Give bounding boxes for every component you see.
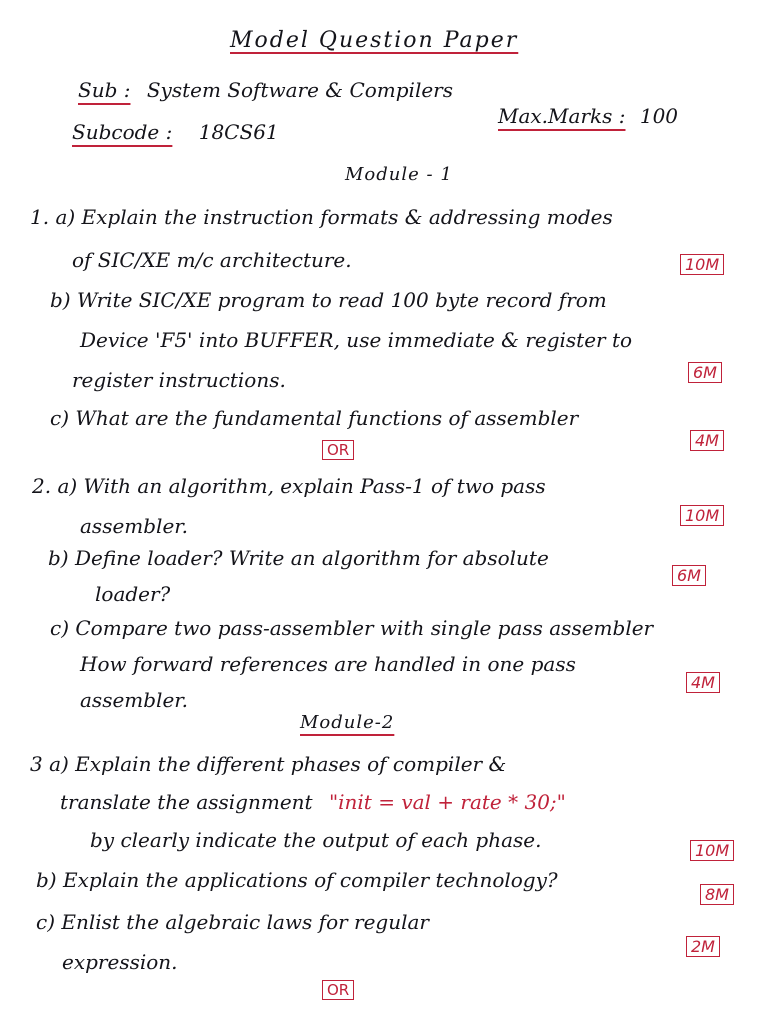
q3a-line-2-text: translate the assignment [60,790,313,814]
q1a-line-1: 1. a) Explain the instruction formats & addressing modes [30,205,613,229]
subcode-value: 18CS61 [198,120,279,144]
q1c-line-1: c) What are the fundamental functions of assembler [50,406,579,430]
q2c-marks-badge: 4M [686,672,720,693]
q3a-marks-badge: 10M [690,840,734,861]
module-1-title: Module - 1 [345,164,453,185]
q3c-marks-badge: 2M [686,936,720,957]
q3b-line-1: b) Explain the applications of compiler technology? [36,868,558,892]
q2b-line-1: b) Define loader? Write an algorithm for absolute [48,546,549,570]
subcode-line [72,120,279,144]
q2b-line-2: loader? [95,582,171,606]
q3a-assignment-expression: "init = val + rate * 30;" [328,790,566,814]
q1a-marks-badge: 10M [680,254,724,275]
q1b-line-3: register instructions. [72,368,286,392]
q2c-line-3: assembler. [80,688,189,712]
module-2-title: Module-2 [300,712,395,733]
max-marks-label: Max.Marks : [498,104,626,128]
q2c-line-2: How forward references are handled in one pass [80,652,576,676]
q1a-line-2: of SIC/XE m/c architecture. [72,248,352,272]
subject-line [78,78,453,102]
q3c-line-2: expression. [62,950,178,974]
page-title: Model Question Paper [230,28,519,53]
q3a-line-1: 3 a) Explain the different phases of compiler & [30,752,507,776]
q3b-marks-badge: 8M [700,884,734,905]
q2a-line-2: assembler. [80,514,189,538]
q3c-line-1: c) Enlist the algebraic laws for regular [36,910,429,934]
or-divider-1: OR [322,440,354,460]
q2c-line-1: c) Compare two pass-assembler with single pass assembler [50,616,654,640]
q2a-marks-badge: 10M [680,505,724,526]
q3a-line-2 [60,790,566,814]
q1b-line-1: b) Write SIC/XE program to read 100 byte record from [50,288,607,312]
subject-label: Sub : [78,78,131,102]
q1b-line-2: Device 'F5' into BUFFER, use immediate & register to [80,328,633,352]
q2b-marks-badge: 6M [672,565,706,586]
max-marks-value: 100 [639,104,679,128]
subcode-label: Subcode : [72,120,173,144]
q1b-marks-badge: 6M [688,362,722,383]
q3a-line-3: by clearly indicate the output of each phase. [90,828,542,852]
max-marks-line [498,104,678,128]
q1c-marks-badge: 4M [690,430,724,451]
subject-value: System Software & Compilers [146,78,454,102]
q2a-line-1: 2. a) With an algorithm, explain Pass-1 of two pass [32,474,546,498]
or-divider-2: OR [322,980,354,1000]
